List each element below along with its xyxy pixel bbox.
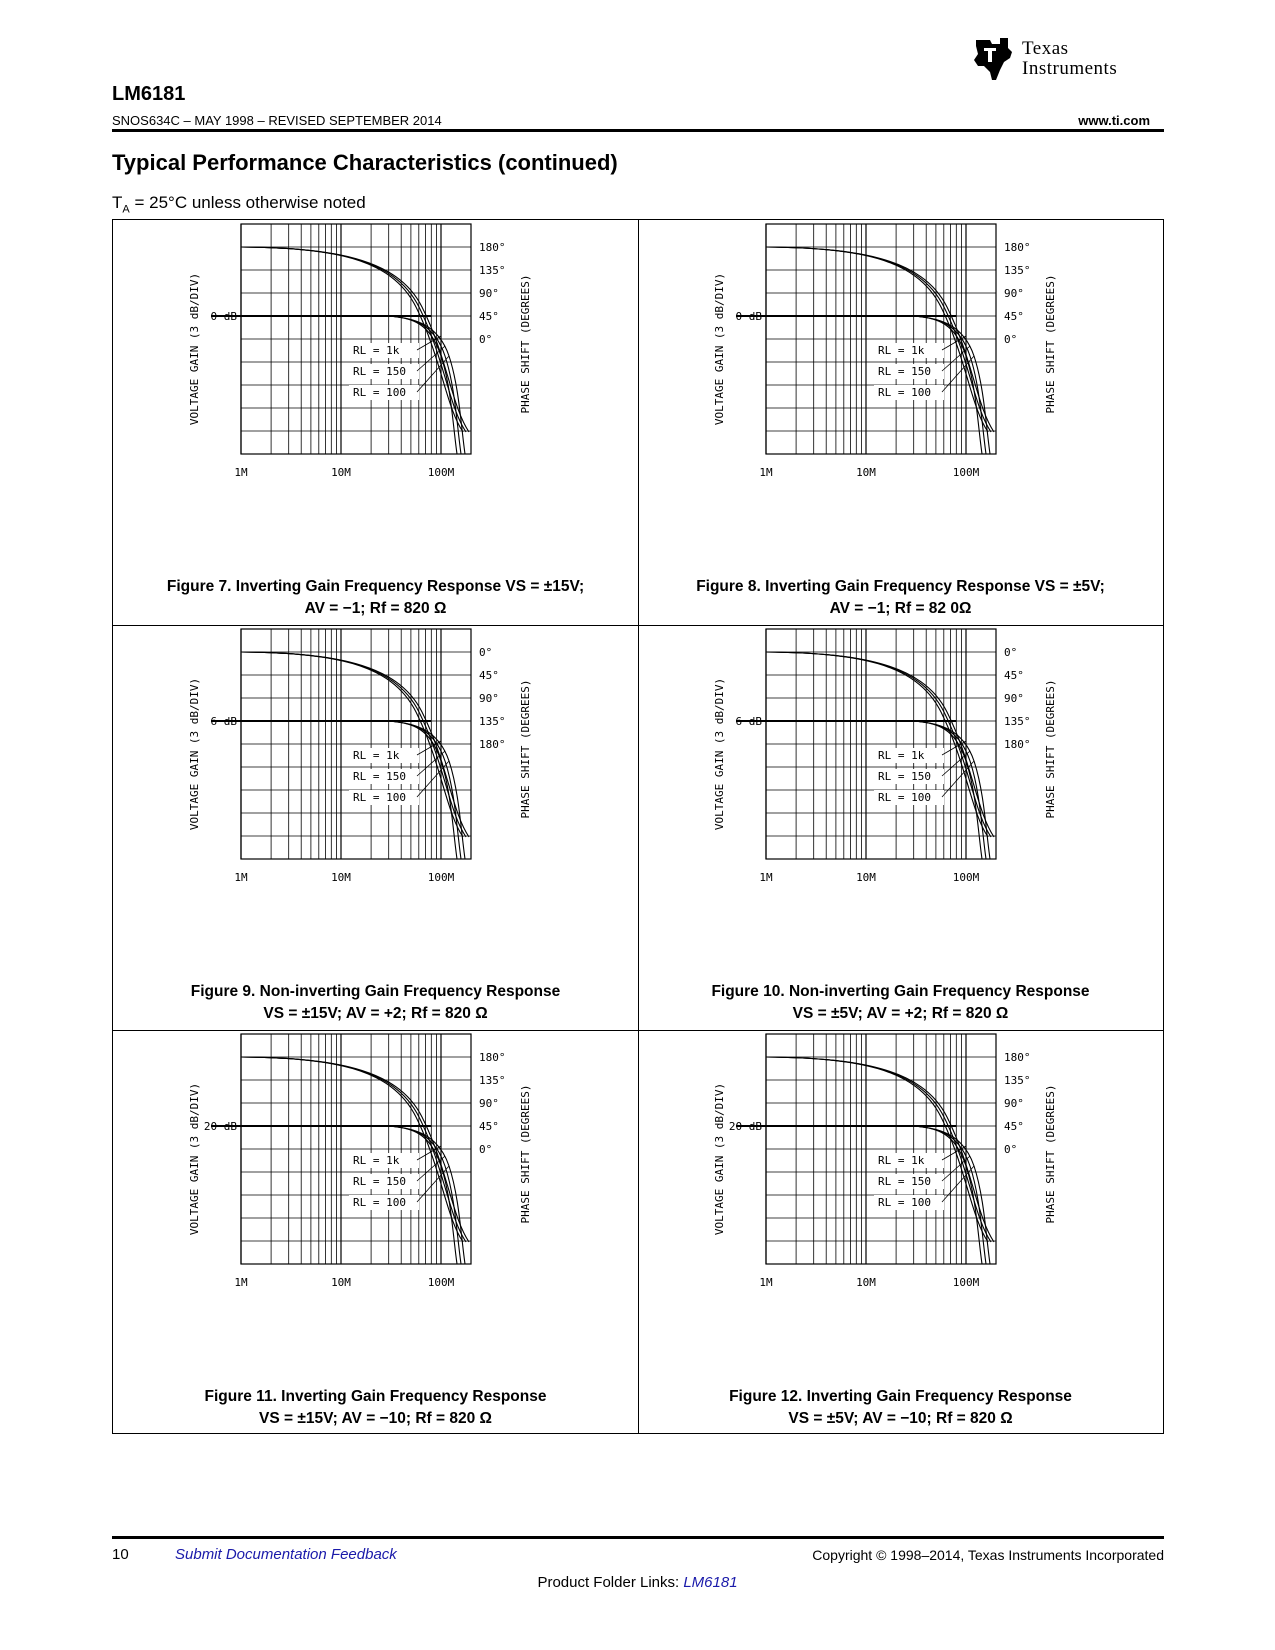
phase-curve <box>241 1057 466 1242</box>
phase-curve <box>766 247 988 432</box>
y-axis-label-left: VOLTAGE GAIN (3 dB/DIV) <box>713 272 726 426</box>
copyright: Copyright © 1998–2014, Texas Instruments Incorporated <box>812 1547 1164 1563</box>
rl-label: RL = 1k <box>878 1154 925 1167</box>
reference-gain-label: 20 dB <box>728 1120 762 1133</box>
x-tick-label: 1M <box>234 1276 248 1289</box>
phase-tick-label: 180° <box>1004 738 1031 751</box>
figure-caption-line-1: Figure 9. Non-inverting Gain Frequency Response <box>190 983 561 1000</box>
page-number: 10 <box>112 1546 129 1563</box>
rl-label: RL = 100 <box>878 1196 931 1209</box>
rl-label: RL = 100 <box>878 386 931 399</box>
phase-tick-label: 0° <box>1004 646 1018 659</box>
cond-rest: = 25°C unless otherwise noted <box>129 193 366 212</box>
x-tick-label: 100M <box>427 466 455 479</box>
conditions-note <box>112 193 366 215</box>
cond-t: T <box>112 193 123 212</box>
phase-tick-label: 180° <box>1004 1051 1031 1064</box>
x-tick-label: 100M <box>952 871 980 884</box>
x-tick-label: 10M <box>856 466 876 479</box>
phase-tick-label: 0° <box>479 646 493 659</box>
phase-tick-label: 135° <box>479 264 506 277</box>
phase-tick-label: 135° <box>479 1074 506 1087</box>
x-tick-label: 1M <box>759 466 773 479</box>
rl-label: RL = 1k <box>353 749 400 762</box>
phase-curve <box>241 247 463 432</box>
figure-caption-line-2: VS = ±15V; AV = −10; Rf = 820 Ω <box>259 1410 492 1427</box>
figure-caption <box>648 1386 1153 1430</box>
header-rule <box>112 129 1164 132</box>
footer-rule <box>112 1536 1164 1539</box>
y-axis-label-right: PHASE SHIFT (DEGREES) <box>519 679 532 819</box>
phase-tick-label: 180° <box>1004 241 1031 254</box>
figure-caption-line-2: AV = −1; Rf = 82 0Ω <box>829 600 972 617</box>
figure-caption <box>123 576 628 620</box>
rl-label: RL = 1k <box>353 1154 400 1167</box>
y-axis-label-right: PHASE SHIFT (DEGREES) <box>519 274 532 414</box>
figure-caption <box>123 1386 628 1430</box>
x-tick-label: 10M <box>331 1276 351 1289</box>
figure-cell <box>638 1030 1163 1435</box>
phase-curve <box>241 1057 463 1242</box>
phase-tick-label: 45° <box>1004 669 1024 682</box>
x-tick-label: 1M <box>759 871 773 884</box>
figure-caption <box>123 981 628 1025</box>
rl-label: RL = 150 <box>353 770 406 783</box>
reference-gain-label: 6 dB <box>735 715 762 728</box>
y-axis-label-left: VOLTAGE GAIN (3 dB/DIV) <box>188 677 201 831</box>
figure-caption-line-1: Figure 7. Inverting Gain Frequency Response VS = ±15V; <box>166 578 585 595</box>
section-title: Typical Performance Characteristics (continued) <box>112 150 618 175</box>
phase-tick-label: 0° <box>479 333 493 346</box>
figure-caption-line-1: Figure 8. Inverting Gain Frequency Response VS = ±5V; <box>696 578 1105 595</box>
logo-line-2: Instruments <box>1022 58 1118 79</box>
x-tick-label: 100M <box>952 466 980 479</box>
figure-cell <box>638 220 1163 625</box>
phase-tick-label: 45° <box>479 1120 499 1133</box>
rl-label: RL = 150 <box>878 1175 931 1188</box>
rl-label: RL = 150 <box>353 365 406 378</box>
phase-tick-label: 45° <box>1004 1120 1024 1133</box>
reference-gain-label: 6 dB <box>210 715 237 728</box>
phase-tick-label: 90° <box>1004 287 1024 300</box>
ti-logo-icon <box>970 36 1014 82</box>
reference-gain-label: 0 dB <box>735 310 762 323</box>
y-axis-label-left: VOLTAGE GAIN (3 dB/DIV) <box>713 1082 726 1236</box>
feedback-link[interactable]: Submit Documentation Feedback <box>175 1546 397 1563</box>
phase-tick-label: 135° <box>1004 715 1031 728</box>
phase-tick-label: 90° <box>1004 692 1024 705</box>
figure-caption-line-1: Figure 10. Non-inverting Gain Frequency Response <box>711 983 1090 1000</box>
x-tick-label: 100M <box>427 871 455 884</box>
x-tick-label: 100M <box>427 1276 455 1289</box>
phase-tick-label: 180° <box>479 1051 506 1064</box>
rl-label: RL = 100 <box>878 791 931 804</box>
y-axis-label-right: PHASE SHIFT (DEGREES) <box>1044 274 1057 414</box>
logo-line-1: Texas <box>1022 38 1069 59</box>
phase-tick-label: 0° <box>479 1143 493 1156</box>
phase-curve <box>766 652 988 837</box>
product-folder-prefix: Product Folder Links: <box>537 1574 684 1591</box>
frequency-response-plot <box>638 625 1078 895</box>
phase-tick-label: 135° <box>1004 1074 1031 1087</box>
y-axis-label-left: VOLTAGE GAIN (3 dB/DIV) <box>188 272 201 426</box>
phase-curve <box>241 652 463 837</box>
figure-cell <box>638 625 1163 1030</box>
ti-logo <box>970 36 1170 86</box>
phase-tick-label: 0° <box>1004 333 1018 346</box>
phase-tick-label: 90° <box>479 692 499 705</box>
figure-grid <box>112 219 1164 1434</box>
x-tick-label: 1M <box>234 871 248 884</box>
phase-tick-label: 180° <box>479 241 506 254</box>
phase-tick-label: 90° <box>1004 1097 1024 1110</box>
figure-caption-line-2: VS = ±5V; AV = +2; Rf = 820 Ω <box>792 1005 1009 1022</box>
product-folder-links <box>0 1574 1275 1591</box>
figure-caption-line-2: VS = ±15V; AV = +2; Rf = 820 Ω <box>263 1005 488 1022</box>
x-tick-label: 1M <box>234 466 248 479</box>
rl-label: RL = 100 <box>353 386 406 399</box>
frequency-response-plot <box>638 1030 1078 1300</box>
rl-label: RL = 150 <box>353 1175 406 1188</box>
product-folder-link[interactable]: LM6181 <box>683 1574 738 1591</box>
phase-tick-label: 135° <box>479 715 506 728</box>
site-url[interactable]: www.ti.com <box>1078 113 1150 128</box>
document-id: SNOS634C – MAY 1998 – REVISED SEPTEMBER 2014 <box>112 113 442 128</box>
phase-curve <box>766 247 991 432</box>
figure-caption <box>648 576 1153 620</box>
y-axis-label-left: VOLTAGE GAIN (3 dB/DIV) <box>188 1082 201 1236</box>
phase-tick-label: 90° <box>479 287 499 300</box>
frequency-response-plot <box>638 220 1078 490</box>
rl-label: RL = 100 <box>353 1196 406 1209</box>
figure-caption-line-2: VS = ±5V; AV = −10; Rf = 820 Ω <box>788 1410 1013 1427</box>
frequency-response-plot <box>113 625 553 895</box>
figure-caption-line-1: Figure 12. Inverting Gain Frequency Response <box>729 1388 1072 1405</box>
figure-caption-line-2: AV = −1; Rf = 820 Ω <box>304 600 447 617</box>
phase-curve <box>766 652 991 837</box>
phase-tick-label: 45° <box>479 669 499 682</box>
part-number: LM6181 <box>112 83 186 105</box>
phase-tick-label: 45° <box>479 310 499 323</box>
figure-caption-line-1: Figure 11. Inverting Gain Frequency Response <box>204 1388 547 1405</box>
y-axis-label-right: PHASE SHIFT (DEGREES) <box>519 1084 532 1224</box>
rl-label: RL = 1k <box>878 749 925 762</box>
phase-curve <box>766 1057 988 1242</box>
y-axis-label-right: PHASE SHIFT (DEGREES) <box>1044 1084 1057 1224</box>
phase-tick-label: 0° <box>1004 1143 1018 1156</box>
phase-tick-label: 135° <box>1004 264 1031 277</box>
figure-cell <box>113 625 638 1030</box>
phase-curve <box>241 652 466 837</box>
phase-tick-label: 45° <box>1004 310 1024 323</box>
cond-sub: A <box>122 203 130 216</box>
y-axis-label-right: PHASE SHIFT (DEGREES) <box>1044 679 1057 819</box>
x-tick-label: 10M <box>331 871 351 884</box>
figure-cell <box>113 1030 638 1435</box>
x-tick-label: 1M <box>759 1276 773 1289</box>
phase-curve <box>766 1057 991 1242</box>
phase-tick-label: 180° <box>479 738 506 751</box>
rl-label: RL = 1k <box>353 344 400 357</box>
rl-label: RL = 150 <box>878 770 931 783</box>
reference-gain-label: 20 dB <box>203 1120 237 1133</box>
x-tick-label: 10M <box>856 871 876 884</box>
x-tick-label: 10M <box>856 1276 876 1289</box>
reference-gain-label: 0 dB <box>210 310 237 323</box>
figure-caption <box>648 981 1153 1025</box>
frequency-response-plot <box>113 220 553 490</box>
y-axis-label-left: VOLTAGE GAIN (3 dB/DIV) <box>713 677 726 831</box>
rl-label: RL = 100 <box>353 791 406 804</box>
phase-tick-label: 90° <box>479 1097 499 1110</box>
x-tick-label: 100M <box>952 1276 980 1289</box>
rl-label: RL = 1k <box>878 344 925 357</box>
figure-cell <box>113 220 638 625</box>
rl-label: RL = 150 <box>878 365 931 378</box>
frequency-response-plot <box>113 1030 553 1300</box>
x-tick-label: 10M <box>331 466 351 479</box>
phase-curve <box>241 247 466 432</box>
